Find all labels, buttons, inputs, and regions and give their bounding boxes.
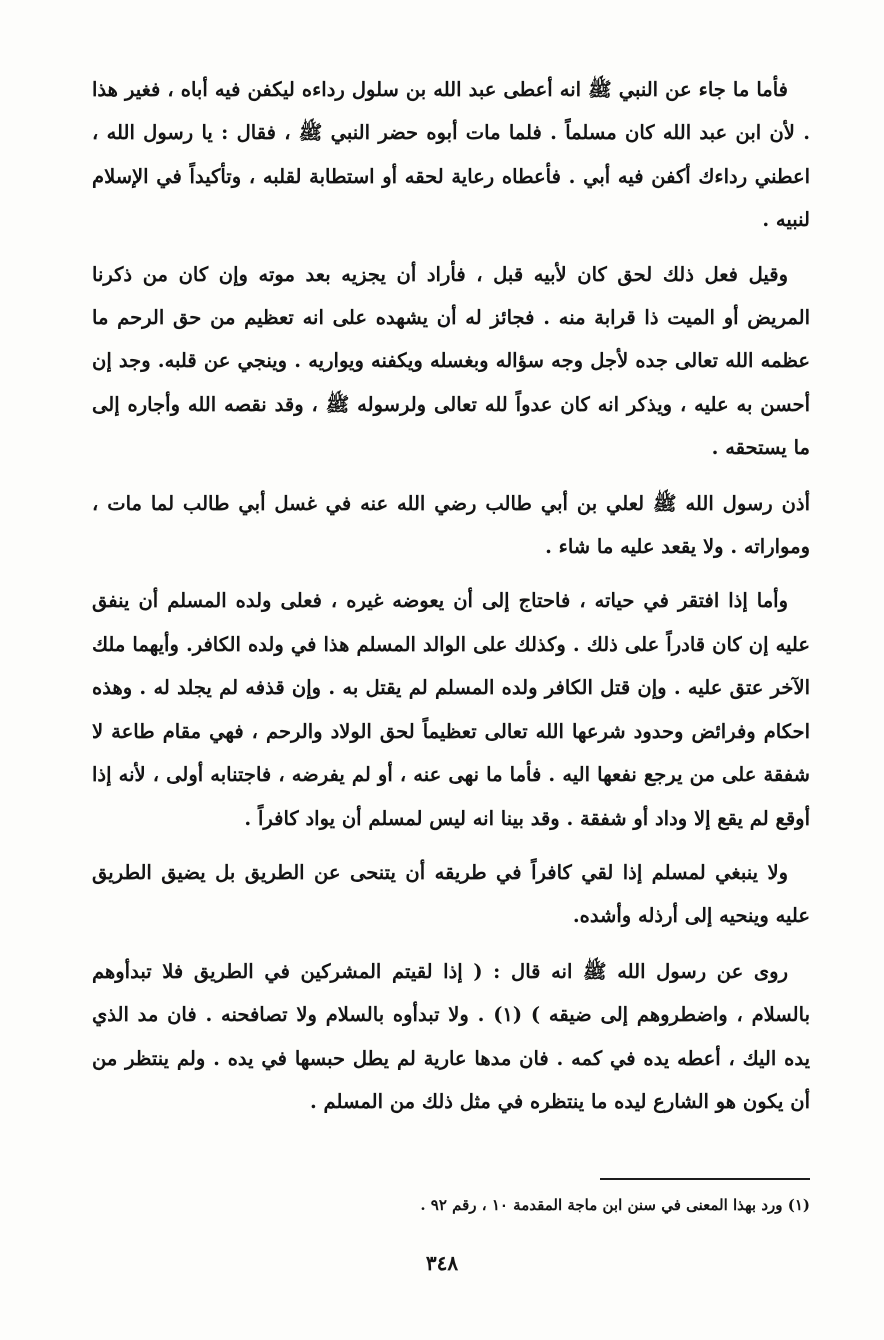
- paragraph-2: وقيل فعل ذلك لحق كان لأبيه قبل ، فأراد أن يجزيه بعد موته وإن كان من ذكرنا المريض أو الميت ذا قرابة منه . فجائز له أن يشهده على انه تعظيم من حق الرحم ما عظمه الله تعالى جده لأجل وجه سؤاله وبغسله ويكفنه ويواريه . وينجي عن قلبه. وجد إن أحسن به عليه ، ويذكر انه كان عدواً لله تعالى ولرسوله ﷺ ، وقد نقصه الله وأجاره إلى ما يستحقه .: [92, 262, 810, 460]
- footnote: (١) ورد بهذا المعنى في سنن ابن ماجة المقدمة ١٠ ، رقم ٩٢ .: [420, 1196, 810, 1214]
- page-number: ٣٤٨: [425, 1251, 459, 1275]
- body-text: [92, 68, 810, 1134]
- paragraph-6: روى عن رسول الله ﷺ انه قال : ( إذا لقيتم المشركين في الطريق فلا تبدأوهم بالسلام ، واضطروهم إلى ضيقه ) (١) . ولا تبدأوه بالسلام ولا تصافحنه . فان مد الذي يده اليك ، أعطه يده في كمه . فان مدها عارية لم يطل حبسها في يده . ولم ينتظر من أن يكون هو الشارع ليده ما ينتظره في مثل ذلك من المسلم .: [92, 959, 810, 1113]
- paragraph-5: ولا ينبغي لمسلم إذا لقي كافراً في طريقه أن يتنحى عن الطريق بل يضيق الطريق عليه وينحيه إلى أرذله وأشده.: [92, 860, 810, 928]
- footnote-divider: [600, 1178, 810, 1180]
- paragraph-4: وأما إذا افتقر في حياته ، فاحتاج إلى أن يعوضه غيره ، فعلى ولده المسلم أن ينفق عليه إن كان قادراً على ذلك . وكذلك على الوالد المسلم هذا في ولده الكافر. وأيهما ملك الآخر عتق عليه . وإن قتل الكافر ولده المسلم لم يقتل به . وإن قذفه لم يجلد له . وهذه احكام وفرائض وحدود شرعها الله تعالى تعظيماً لحق الولاد والرحم ، فهي مقام طاعة لا شفقة على من يرجع نفعها اليه . فأما ما نهى عنه ، أو لم يفرضه ، فاجتنابه أولى ، لأنه إذا أوقع لم يقع إلا وداد أو شفقة . وقد بينا انه ليس لمسلم أن يواد كافراً .: [92, 589, 810, 830]
- paragraph-3: أذن رسول الله ﷺ لعلي بن أبي طالب رضي الله عنه في غسل أبي طالب لما مات ، ومواراته . ولا يقعد عليه ما شاء .: [92, 491, 810, 559]
- paragraph-1: فأما ما جاء عن النبي ﷺ انه أعطى عبد الله بن سلول رداءه ليكفن فيه أباه ، فغير هذا . لأن ابن عبد الله كان مسلماً . فلما مات أبوه حضر النبي ﷺ ، فقال : يا رسول الله ، اعطني رداءك أكفن فيه أبي . فأعطاه رعاية لحقه أو استطابة لقلبه ، وتأكيداً في الإسلام لنبيه .: [92, 78, 810, 232]
